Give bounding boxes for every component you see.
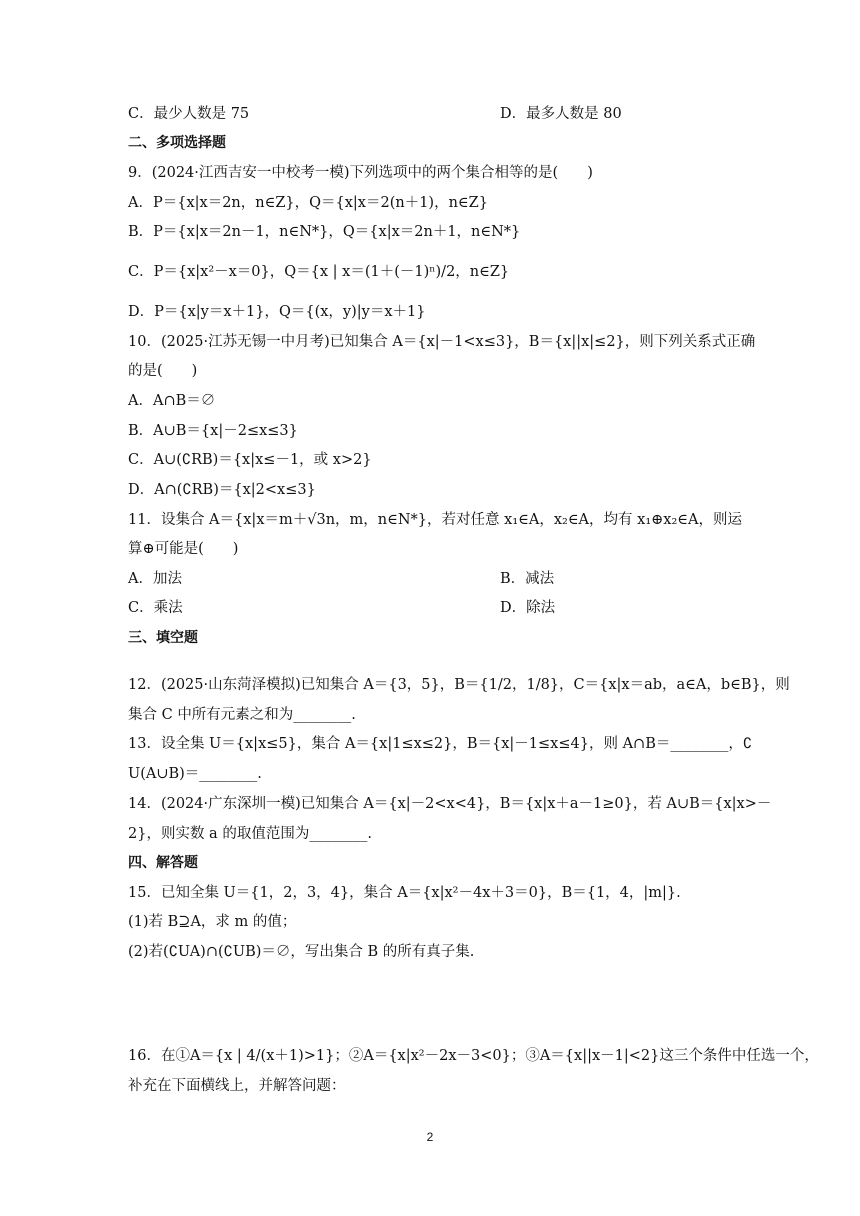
- option-b-q9: B．P＝{x|x＝2n－1，n∈N*}，Q＝{x|x＝2n＋1，n∈N*}: [128, 224, 521, 240]
- page-number: 2: [426, 1130, 434, 1144]
- question-13: 13．设全集 U＝{x|x≤5}，集合 A＝{x|1≤x≤2}，B＝{x|－1≤x≤4}，则 A∩B＝________，∁: [128, 736, 753, 752]
- question-16: 16．在①A＝{x | 4/(x＋1)>1}；②A＝{x|x²－2x－3<0}；③A＝{x||x－1|<2}这三个条件中任选一个，: [128, 1048, 819, 1064]
- section-heading-answers: 四、解答题: [128, 855, 198, 871]
- question-14: 14．(2024·广东深圳一模)已知集合 A＝{x|－2<x<4}，B＝{x|x＋a－1≥0}，若 A∪B＝{x|x>－: [128, 796, 772, 812]
- question-11-cont: 算⊕可能是( ): [128, 541, 239, 557]
- option-d-q9: D．P＝{x|y＝x＋1}，Q＝{(x，y)|y＝x＋1}: [128, 304, 426, 320]
- option-d-q8: D．最多人数是 80: [500, 106, 622, 122]
- option-c-q9: C．P＝{x|x²－x＝0}，Q＝{x | x＝(1＋(－1)ⁿ)/2，n∈Z}: [128, 264, 510, 280]
- question-12-cont: 集合 C 中所有元素之和为________.: [128, 707, 356, 723]
- question-10-cont: 的是( ): [128, 363, 198, 379]
- question-12: 12．(2025·山东菏泽模拟)已知集合 A＝{3，5}，B＝{1/2，1/8}，C＝{x|x＝ab，a∈A，b∈B}，则: [128, 677, 790, 693]
- question-9: 9．(2024·江西吉安一中校考一模)下列选项中的两个集合相等的是( ): [128, 165, 593, 181]
- option-b-q11: B．减法: [500, 571, 555, 587]
- question-16-cont: 补充在下面横线上，并解答问题：: [128, 1078, 346, 1094]
- option-c-q10: C．A∪(∁RB)＝{x|x≤－1，或 x>2}: [128, 452, 372, 468]
- option-c-q11: C．乘法 D．除法: [128, 600, 556, 616]
- option-a-q9: A．P＝{x|x＝2n，n∈Z}，Q＝{x|x＝2(n＋1)，n∈Z}: [128, 195, 488, 211]
- section-heading-multiple-choice: 二、多项选择题: [128, 135, 226, 151]
- question-15: 15．已知全集 U＝{1，2，3，4}，集合 A＝{x|x²－4x＋3＝0}，B＝{1，4，|m|}.: [128, 885, 681, 901]
- question-15-part-2: (2)若(∁UA)∩(∁UB)＝∅，写出集合 B 的所有真子集.: [128, 944, 475, 960]
- question-10: 10．(2025·江苏无锡一中月考)已知集合 A＝{x|－1<x≤3}，B＝{x||x|≤2}，则下列关系式正确: [128, 334, 756, 350]
- option-c-q8: C．最少人数是 75 D．最多人数是 80: [128, 106, 622, 122]
- option-a-q10: A．A∩B＝∅: [128, 393, 216, 409]
- option-b-q10: B．A∪B＝{x|－2≤x≤3}: [128, 423, 298, 439]
- option-d-q11: D．除法: [500, 600, 556, 616]
- question-14-cont: 2}，则实数 a 的取值范围为________.: [128, 826, 372, 842]
- section-heading-fill-in: 三、填空题: [128, 630, 198, 646]
- question-11: 11．设集合 A＝{x|x＝m＋√3n，m，n∈N*}，若对任意 x₁∈A，x₂∈A，均有 x₁⊕x₂∈A，则运: [128, 512, 742, 528]
- question-13-cont: U(A∪B)＝________.: [128, 766, 262, 782]
- option-a-q11: A．加法 B．减法: [128, 571, 555, 587]
- option-d-q10: D．A∩(∁RB)＝{x|2<x≤3}: [128, 482, 316, 498]
- question-15-part-1: (1)若 B⊇A，求 m 的值；: [128, 914, 297, 930]
